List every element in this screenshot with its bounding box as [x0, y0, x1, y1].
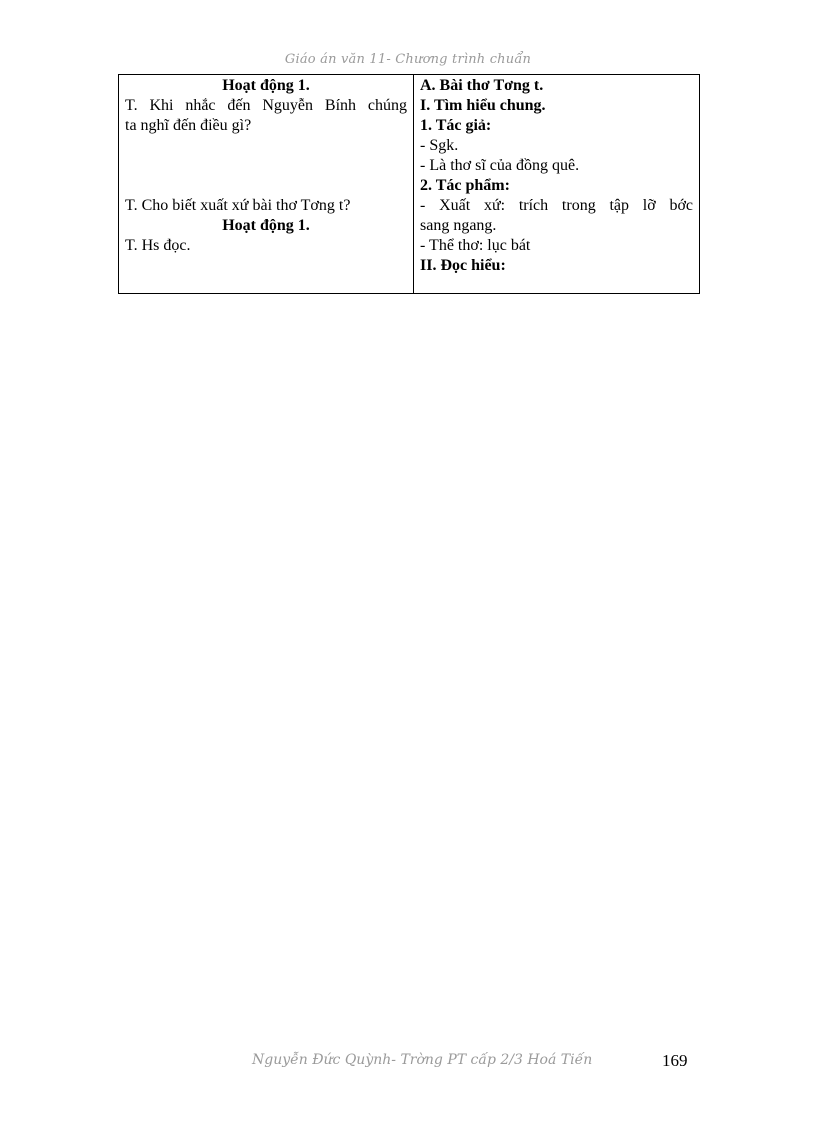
poem-title: A. Bài thơ Tơng t. [420, 77, 544, 94]
activity-heading-2: Hoạt động 1. [222, 217, 310, 234]
author-item-sgk: - Sgk. [420, 137, 459, 154]
work-origin-line1: - Xuất xứ: trích trong tập lỡ bớc [420, 197, 693, 214]
content-column [414, 75, 699, 293]
teacher-activity-column [119, 75, 414, 293]
work-form: - Thể thơ: lục bát [420, 237, 531, 254]
subsection-author: 1. Tác giả: [420, 117, 492, 134]
footer-author: Nguyễn Đức Quỳnh- Trờng PT cấp 2/3 Hoá Tiến [252, 1052, 593, 1068]
reading-instruction: T. Hs đọc. [125, 237, 191, 254]
question-author-line1: T. Khi nhắc đến Nguyễn Bính chúng [125, 97, 407, 114]
work-origin-line2: sang ngang. [420, 217, 497, 234]
subsection-work: 2. Tác phẩm: [420, 177, 510, 194]
page-number: 169 [662, 1051, 688, 1070]
page-header: Giáo án văn 11- Chương trình chuẩn [284, 52, 532, 67]
question-origin: T. Cho biết xuất xứ bài thơ Tơng t? [125, 197, 351, 214]
lesson-plan-table [118, 74, 700, 294]
section-reading: II. Đọc hiểu: [420, 257, 506, 274]
author-item-description: - Là thơ sĩ của đồng quê. [420, 157, 580, 174]
section-overview: I. Tìm hiểu chung. [420, 97, 546, 114]
column-spacer [125, 136, 407, 196]
question-author-line2: ta nghĩ đến điều gì? [125, 117, 252, 134]
activity-heading: Hoạt động 1. [222, 77, 310, 94]
